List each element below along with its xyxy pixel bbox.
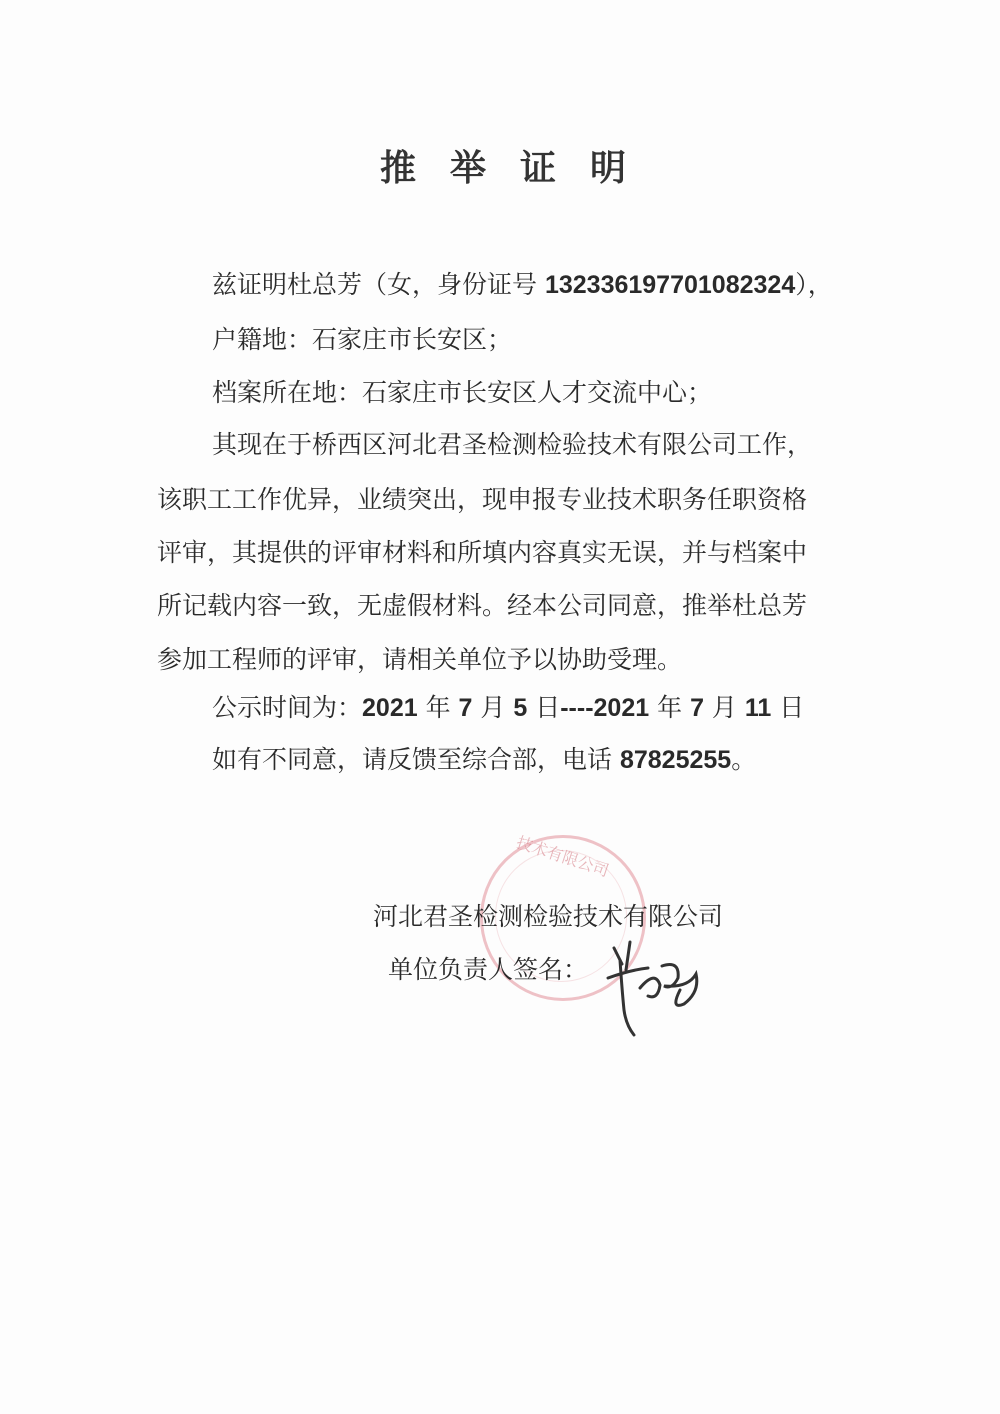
body-line-1: [212, 272, 833, 298]
month-char: 月: [472, 693, 514, 722]
company-name: 河北君圣检测检验技术有限公司: [373, 902, 724, 931]
body-line-3: 档案所在地：石家庄市长安区人才交流中心；: [212, 378, 713, 407]
signatory-label: 单位负责人签名：: [388, 955, 589, 984]
body-line-8: 参加工程师的评审，请相关单位予以协助受理。: [157, 645, 683, 674]
phone-number: 87825255: [619, 746, 732, 774]
body-line-7: 所记载内容一致，无虚假材料。经本公司同意，推举杜总芳: [157, 591, 808, 620]
end-month: 7: [690, 694, 704, 722]
start-year: 2021: [362, 694, 418, 722]
day-char: 日: [527, 693, 561, 722]
start-day: 5: [513, 694, 528, 722]
line-text: 兹证明杜总芳（女，身份证号: [212, 270, 545, 299]
line-text: ），: [795, 270, 833, 299]
end-year: 2021: [593, 694, 650, 722]
id-number: 132336197701082324: [544, 271, 796, 299]
handwritten-signature-icon: [600, 930, 710, 1040]
feedback-text: 如有不同意，请反馈至综合部，电话: [212, 745, 620, 774]
notice-period: [212, 695, 804, 721]
body-line-5: 该职工工作优异，业绩突出，现申报专业技术职务任职资格: [157, 485, 808, 514]
day-char: 日: [771, 693, 805, 722]
year-char: 年: [649, 693, 691, 722]
body-line-6: 评审，其提供的评审材料和所填内容真实无误，并与档案中: [157, 538, 808, 567]
body-line-4: 其现在于桥西区河北君圣检测检验技术有限公司工作，: [212, 430, 813, 459]
feedback-line: [212, 747, 756, 773]
body-line-2: 户籍地：石家庄市长安区；: [212, 325, 513, 354]
document-title: 推举证明: [379, 147, 660, 189]
month-char: 月: [703, 693, 745, 722]
start-month: 7: [458, 694, 473, 722]
feedback-end: 。: [731, 745, 757, 774]
seal-text: 技术有限公司: [514, 832, 612, 881]
year-char: 年: [417, 693, 459, 722]
notice-label: 公示时间为：: [212, 693, 363, 722]
separator: ----: [560, 694, 594, 722]
end-day: 11: [744, 694, 772, 722]
